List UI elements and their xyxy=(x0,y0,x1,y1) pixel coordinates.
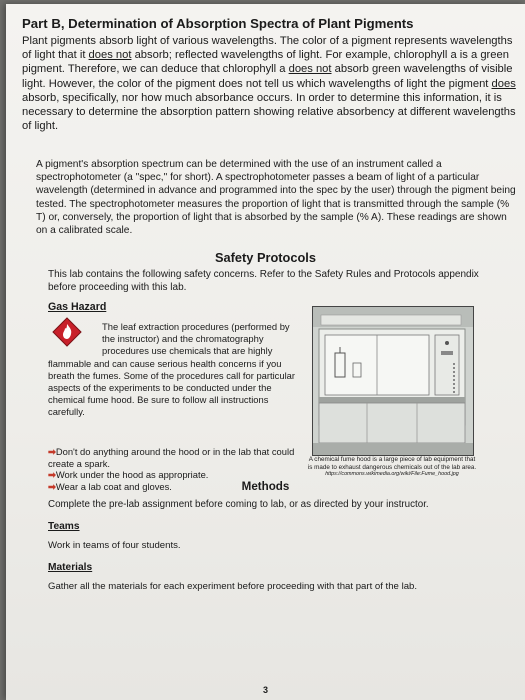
fume-hood-photo xyxy=(312,306,474,456)
safety-intro: This lab contains the following safety concerns. Refer to the Safety Rules and Protocols appendix before proceeding with this lab. xyxy=(48,269,479,293)
teams-text: Work in teams of four students. xyxy=(48,540,181,551)
bullet-text: Work under the hood as appropriate. xyxy=(55,469,209,481)
caption-link[interactable]: https://commons.wikimedia.org/wiki/File:Fume_hood.jpg xyxy=(325,471,459,478)
caption-text: A chemical fume hood is a large piece of lab equipment that is made to exhaust dangerous chemicals out of the lab area. xyxy=(307,456,477,471)
materials-text: Gather all the materials for each experiment before proceeding with that part of the lab. xyxy=(48,581,418,592)
para1-underline-1: does not xyxy=(88,49,132,62)
list-item xyxy=(48,446,304,469)
bullet-text: Don't do anything around the hood or in the lab that could create a spark. xyxy=(48,446,295,469)
page-number: 3 xyxy=(262,685,268,695)
materials-heading: Materials xyxy=(48,562,93,573)
para1-text-4: absorb, specifically, nor how much absorbance occurs. In order to determine this information, it is necessary to determine the absorption pattern showing relative absorbency at different wavelengths of light. xyxy=(22,91,516,133)
para1-text-1: Plant pigments absorb light of various wavelengths. The color of a pigment represents wavelengths of light that it xyxy=(22,35,513,62)
gas-hazard-text xyxy=(48,321,304,419)
section-title: Part B, Determination of Absorption Spectra of Plant Pigments xyxy=(22,16,414,31)
para1-underline-2: does not xyxy=(288,63,332,76)
methods-heading: Methods xyxy=(241,480,290,493)
photo-caption xyxy=(306,456,478,479)
intro-paragraph xyxy=(22,34,516,133)
bullet-text: Wear a lab coat and gloves. xyxy=(55,480,172,492)
para1-text-3: absorb green wavelengths of visible light. However, the color of the pigment does not tell us which wavelengths of light the pigment xyxy=(22,63,513,90)
gas-hazard-text-rest: flammable and can cause serious health concerns if you breath the fumes. Some of the procedures call for particular aspects of the experiments to be conducted under the chemical fume hood. Be sure to follow all instructions carefully. xyxy=(48,357,296,418)
red-arrow-icon: ➡ xyxy=(48,446,56,457)
teams-heading: Teams xyxy=(48,521,80,532)
safety-heading: Safety Protocols xyxy=(215,250,316,265)
para1-text-2: absorb; reflected wavelengths of light. For example, chlorophyll a is a green pigment. Therefore, we can deduce that chlorophyll a xyxy=(22,49,509,76)
para1-underline-3: does xyxy=(491,77,516,90)
methods-text: Complete the pre-lab assignment before coming to lab, or as directed by your instructor. xyxy=(48,499,429,510)
gas-hazard-heading: Gas Hazard xyxy=(48,301,107,313)
red-arrow-icon: ➡ xyxy=(48,469,56,481)
red-arrow-icon: ➡ xyxy=(48,480,56,492)
spectrophotometer-paragraph: A pigment's absorption spectrum can be determined with the use of an instrument called a spectrophotometer (a "spec," for short). A spectrophotometer passes a beam of light of a particular wavelength (determined in advance and programmed into the spec by the user) through the pigment being tested. The spectrophotometer measures the proportion of light that is transmitted through the sample (% T) or, conversely, the proportion of light that is absorbed by the sample (% A). These readings are shown on a calibrated scale. xyxy=(36,159,516,237)
gas-hazard-text-indent: The leaf extraction procedures (performed by the instructor) and the chromatography procedures use chemicals that are highly xyxy=(102,321,290,357)
document-page xyxy=(6,4,525,700)
